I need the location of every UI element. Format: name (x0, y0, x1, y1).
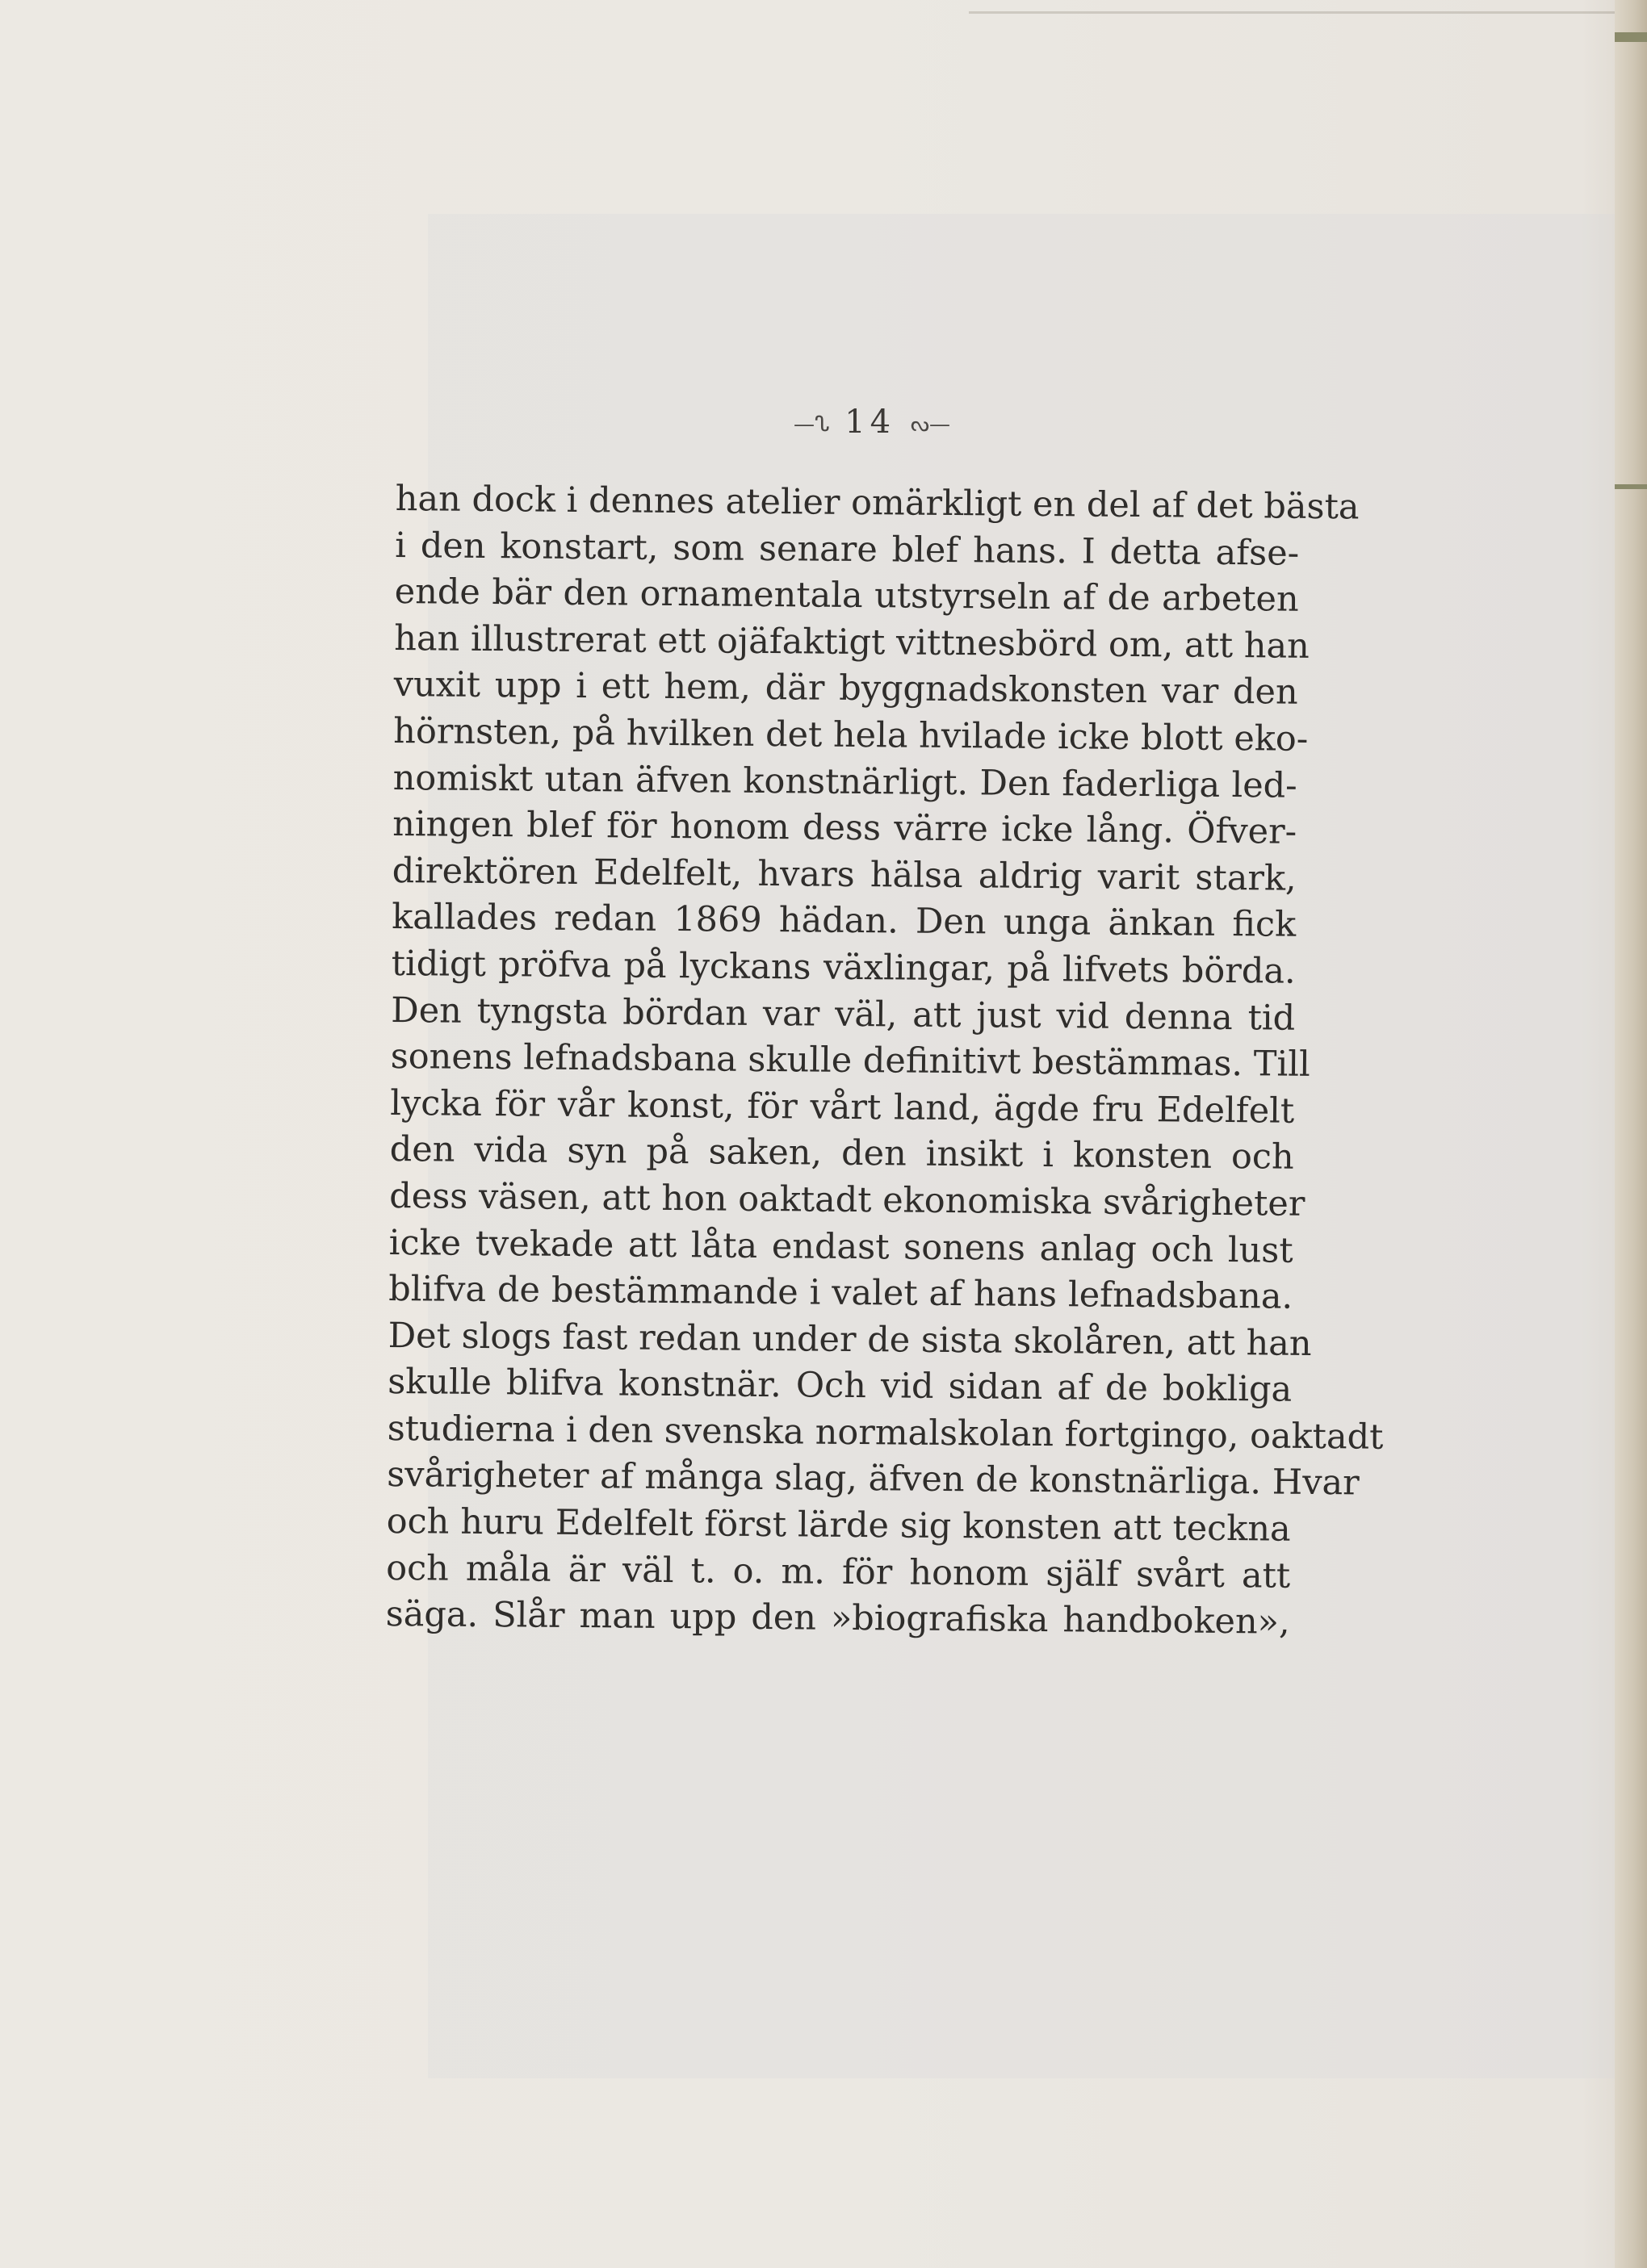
text-line: kallades redan 1869 hädan. Den unga änkan fick (392, 897, 1297, 946)
text-line: studierna i den svenska normalskolan fortgingo, oaktadt (387, 1408, 1384, 1458)
text-line: direktören Edelfelt, hvars hälsa aldrig varit stark, (392, 850, 1297, 899)
text-line: i den konstart, som senare blef hans. I detta afse- (395, 525, 1300, 574)
text-line: Det slogs fast redan under de sista skolåren, att han (388, 1315, 1312, 1364)
text-line: vuxit upp i ett hem, där byggnadskonsten var den (393, 664, 1298, 713)
text-line: den vida syn på saken, den insikt i konsten och (389, 1129, 1294, 1178)
text-line: icke tvekade att låta endast sonens anlag och lust (388, 1222, 1293, 1271)
ornament-left: —ᔐ (793, 412, 830, 437)
text-line: blifva de bestämmande i valet af hans lefnadsbana. (388, 1269, 1293, 1317)
page-edge-strip (1615, 0, 1647, 2268)
text-line: ningen blef för honom dess värre icke lång. Öfver- (392, 804, 1297, 852)
text-line: svårigheter af många slag, äfven de konstnärliga. Hvar (386, 1454, 1360, 1504)
text-line: han illustrerat ett ojäfaktigt vittnesbörd om, att han (394, 617, 1310, 667)
text-line: lycka för vår konst, för vårt land, ägde fru Edelfelt (390, 1082, 1295, 1132)
text-line: ende bär den ornamentala utstyrseln af de arbeten (394, 571, 1299, 620)
text-line: skulle blifva konstnär. Och vid sidan af de bokliga (387, 1362, 1293, 1411)
edge-mark (1615, 484, 1647, 489)
ornament-right: ᔓ— (910, 412, 951, 437)
page-number-header (759, 404, 985, 441)
text-line: och måla är väl t. o. m. för honom själf svårt att (385, 1547, 1291, 1596)
text-line: Den tyngsta bördan var väl, att just vid denna tid (391, 990, 1296, 1039)
text-line: säga. Slår man upp den »biografiska handboken», (385, 1594, 1290, 1642)
text-line: han dock i dennes atelier omärkligt en del af det bästa (395, 478, 1360, 528)
page-number: 14 (844, 404, 896, 441)
text-line: tidigt pröfva på lyckans växlingar, på lifvets börda. (391, 943, 1296, 992)
text-line: sonens lefnadsbana skulle definitivt bestämmas. Till (390, 1036, 1310, 1086)
edge-mark (1615, 32, 1647, 42)
text-line: hörnsten, på hvilken det hela hvilade icke blott eko- (393, 710, 1309, 759)
text-line: dess väsen, att hon oaktadt ekonomiska svårigheter (388, 1175, 1305, 1224)
page-edge-line (969, 11, 1615, 14)
text-line: och huru Edelfelt först lärde sig konsten att teckna (386, 1501, 1291, 1550)
text-line: nomiskt utan äfven konstnärligt. Den faderliga led- (392, 757, 1297, 806)
body-text (385, 476, 1384, 1647)
